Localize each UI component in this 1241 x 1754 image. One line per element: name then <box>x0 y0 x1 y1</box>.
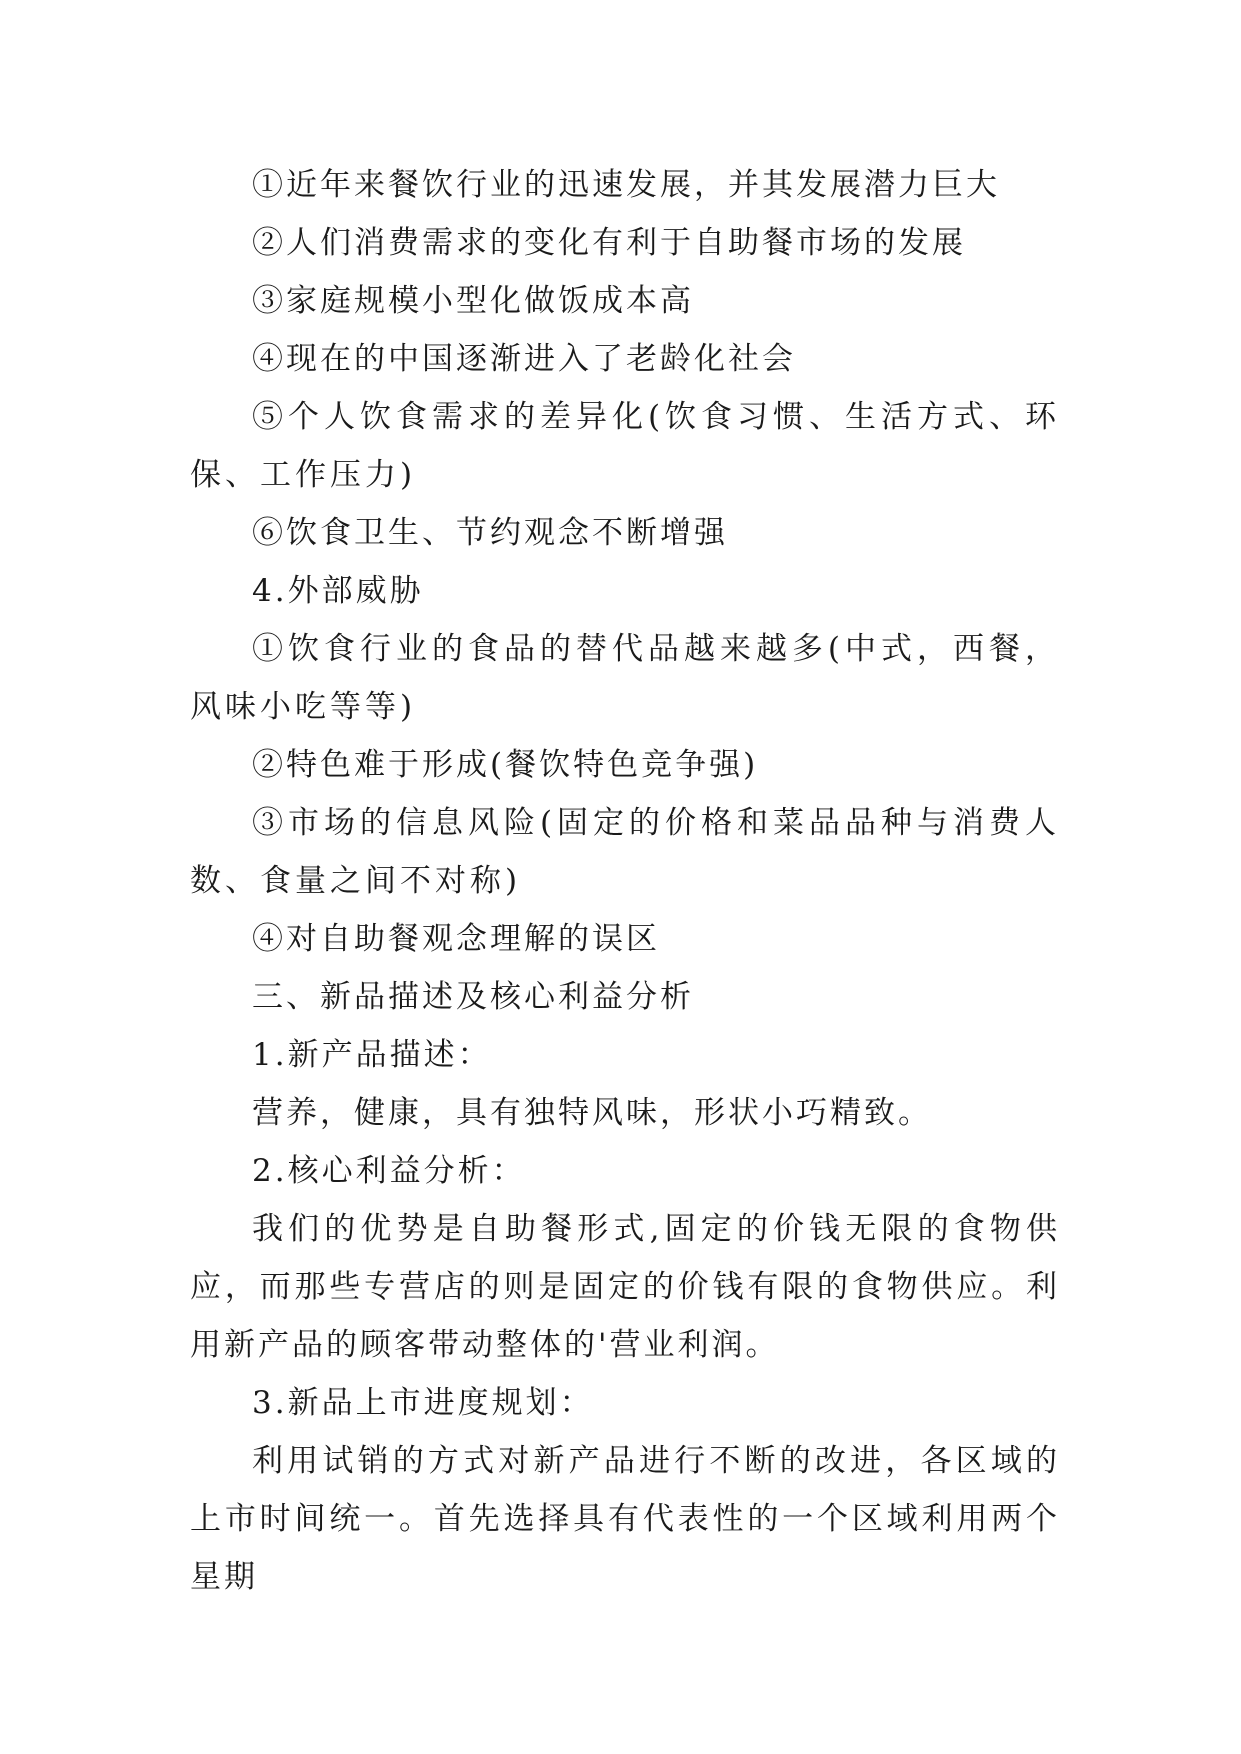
heading-section-3: 三、新品描述及核心利益分析 <box>252 979 694 1015</box>
paragraph-opportunity-5: ⑤个人饮食需求的差异化(饮食习惯、生活方式、环保、工作压力) <box>190 399 1060 493</box>
paragraph-threat-4: ④对自助餐观念理解的误区 <box>252 921 660 957</box>
heading-new-product-description: 1.新产品描述： <box>252 1037 492 1073</box>
paragraph-core-benefit: 我们的优势是自助餐形式,固定的价钱无限的食物供应，而那些专营店的则是固定的价钱有限的食物供应。利用新产品的顾客带动整体的'营业利润。 <box>190 1211 1060 1363</box>
paragraph-opportunity-3: ③家庭规模小型化做饭成本高 <box>252 283 694 319</box>
paragraph-threat-3: ③市场的信息风险(固定的价格和菜品品种与消费人数、食量之间不对称) <box>190 805 1060 899</box>
heading-launch-schedule: 3.新品上市进度规划： <box>252 1385 594 1421</box>
paragraph-threat-2: ②特色难于形成(餐饮特色竞争强) <box>252 747 759 783</box>
document-body <box>190 156 1060 1606</box>
heading-external-threats: 4.外部威胁 <box>252 573 424 609</box>
paragraph-launch-schedule: 利用试销的方式对新产品进行不断的改进，各区域的上市时间统一。首先选择具有代表性的一个区域利用两个星期 <box>190 1443 1060 1595</box>
paragraph-opportunity-4: ④现在的中国逐渐进入了老龄化社会 <box>252 341 796 377</box>
paragraph-opportunity-1: ①近年来餐饮行业的迅速发展，并其发展潜力巨大 <box>252 167 1000 203</box>
paragraph-new-product-description: 营养，健康，具有独特风味，形状小巧精致。 <box>252 1095 932 1131</box>
paragraph-opportunity-6: ⑥饮食卫生、节约观念不断增强 <box>252 515 728 551</box>
paragraph-opportunity-2: ②人们消费需求的变化有利于自助餐市场的发展 <box>252 225 966 261</box>
paragraph-threat-1: ①饮食行业的食品的替代品越来越多(中式，西餐，风味小吃等等) <box>190 631 1060 725</box>
heading-core-benefit: 2.核心利益分析： <box>252 1153 526 1189</box>
